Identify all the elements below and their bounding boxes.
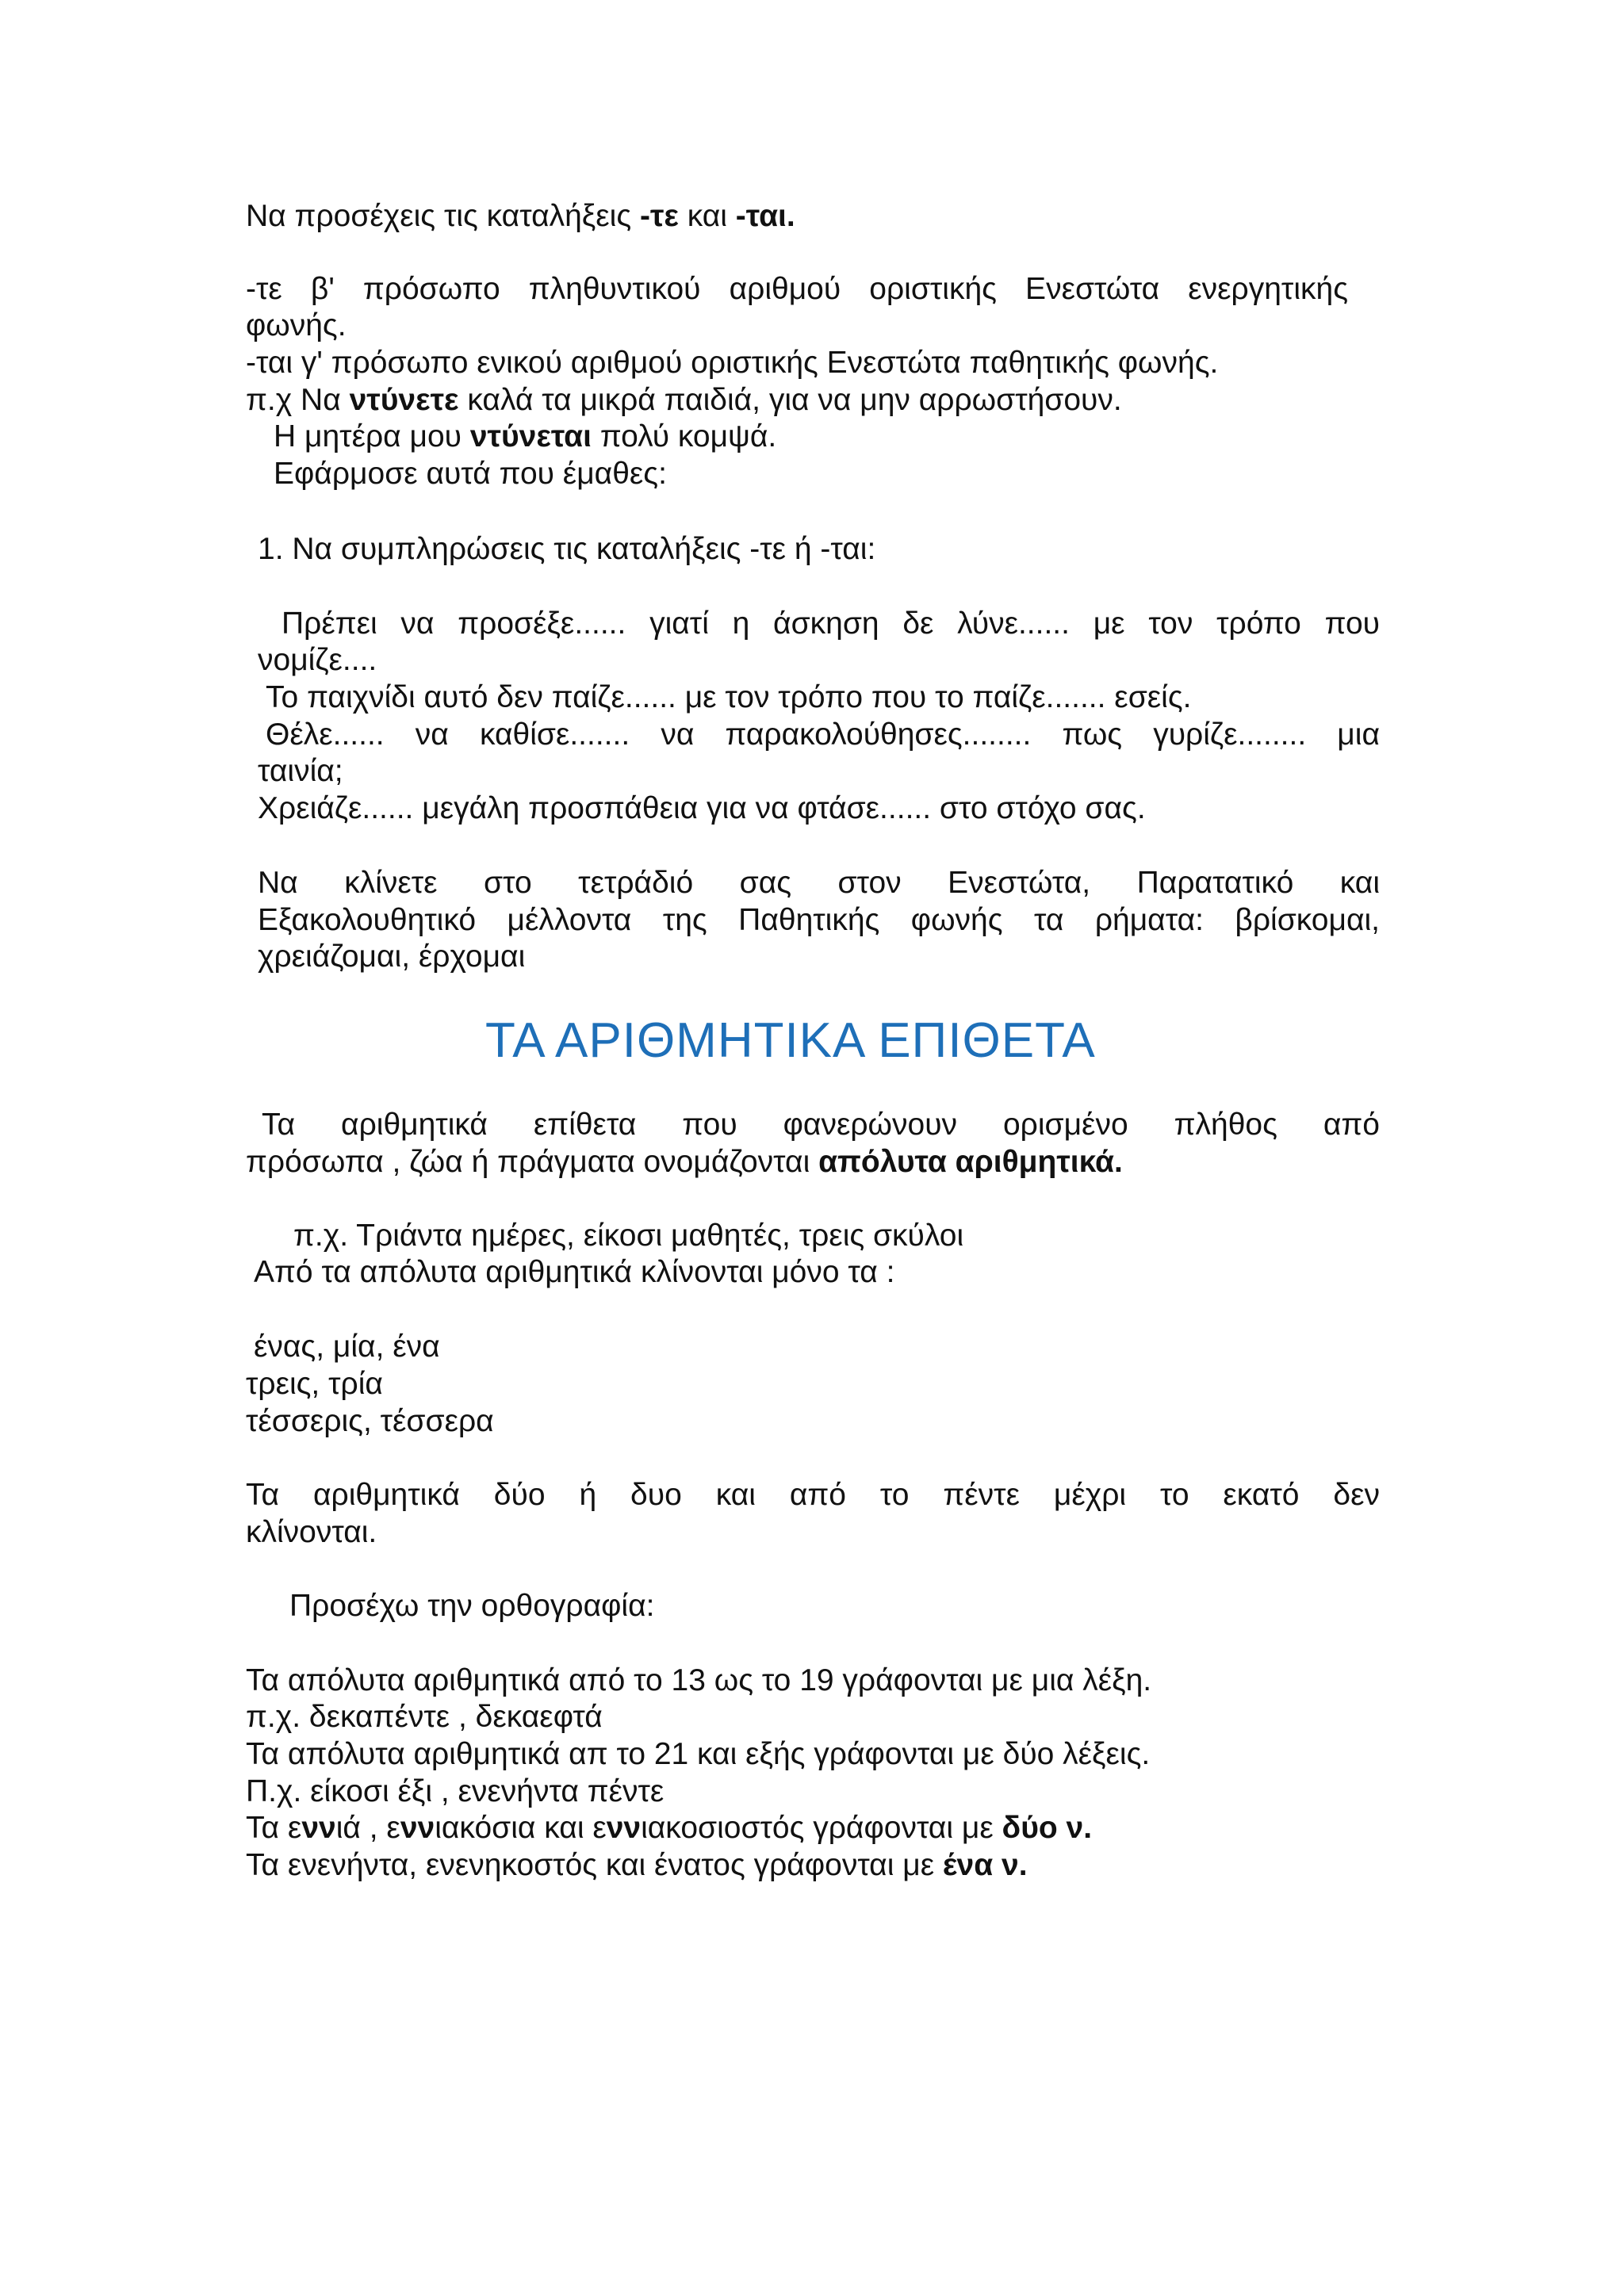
numerals-example: π.χ. Τριάντα ημέρες, είκοσι μαθητές, τρεις σκύλοι	[293, 1219, 964, 1253]
rule-tai-line: -ται γ' πρόσωπο ενικού αριθμού οριστικής Ενεστώτα παθητικής φωνής.	[246, 346, 1219, 380]
double-n-text: ιακόσια και ε	[435, 1811, 607, 1845]
indeclinable-line: Τα αριθμητικά δύο ή δυο και από το πέντε μέχρι το εκατό δεν	[246, 1478, 1380, 1512]
numerals-definition-line	[246, 1144, 1123, 1181]
double-n-letters: νν	[400, 1811, 435, 1845]
single-n-emphasis: ένα ν.	[942, 1848, 1028, 1882]
ending-te: -τε	[639, 199, 679, 233]
declined-intro: Από τα απόλυτα αριθμητικά κλίνονται μόνο τα :	[254, 1255, 895, 1289]
exercise-line: Το παιχνίδι αυτό δεν παίζε...... με τον τρόπο που το παίζε....... εσείς.	[266, 680, 1192, 714]
apply-instruction: Εφάρμοσε αυτά που έμαθες:	[274, 457, 667, 491]
declined-list-item: τρεις, τρία	[246, 1367, 383, 1401]
double-n-text: Τα ε	[246, 1811, 302, 1845]
double-n-text: ιά , ε	[335, 1811, 400, 1845]
example-1-verb: ντύνετε	[349, 383, 459, 417]
exercise-line: νομίζε....	[258, 643, 377, 677]
example-1-pre: π.χ Να	[246, 383, 350, 417]
absolute-numerals-term: απόλυτα αριθμητικά.	[818, 1145, 1123, 1179]
declined-list-item: ένας, μία, ένα	[254, 1330, 440, 1364]
ending-tai: -ται.	[735, 199, 795, 233]
example-line-2	[274, 419, 776, 455]
declined-list-item: τέσσερις, τέσσερα	[246, 1404, 494, 1438]
example-2-post: πολύ κομψά.	[591, 419, 777, 453]
example-1-post: καλά τα μικρά παιδιά, για να μην αρρωστήσουν.	[458, 383, 1122, 417]
rule-te-line-cont: φωνής.	[246, 308, 347, 342]
double-n-rule	[246, 1810, 1092, 1846]
rule-te-line: -τε β' πρόσωπο πληθυντικού αριθμού οριστικής Ενεστώτα ενεργητικής	[246, 272, 1348, 306]
indeclinable-line: κλίνονται.	[246, 1515, 377, 1549]
numerals-definition-line: Τα αριθμητικά επίθετα που φανερώνουν ορισμένο πλήθος από	[262, 1108, 1380, 1142]
exercise-line: Πρέπει να προσέξε...... γιατί η άσκηση δε λύνε...... με τον τρόπο που	[282, 607, 1380, 641]
example-2-pre: Η μητέρα μου	[274, 419, 470, 453]
conjugate-line: χρειάζομαι, έρχομαι	[258, 939, 526, 974]
single-n-text: Τα ενενήντα, ενενηκοστός και ένατος γράφονται με	[246, 1848, 943, 1882]
double-n-letters: νν	[301, 1811, 336, 1845]
spelling-line: π.χ. δεκαπέντε , δεκαεφτά	[246, 1700, 603, 1734]
example-line-1	[246, 382, 1122, 419]
spelling-line: Τα απόλυτα αριθμητικά από το 13 ως το 19 γράφονται με μια λέξη.	[246, 1663, 1152, 1697]
conjugate-line: Εξακολουθητικό μέλλοντα της Παθητικής φωνής τα ρήματα: βρίσκομαι,	[258, 903, 1380, 937]
rule-conjunction: και	[678, 199, 736, 233]
exercise-line: Θέλε...... να καθίσε....... να παρακολούθησες........ πως γυρίζε........ μια	[266, 718, 1380, 752]
section-title: ΤΑ ΑΡΙΘΜΗΤΙΚΑ ΕΠΙΘΕΤΑ	[485, 1013, 1096, 1068]
example-2-verb: ντύνεται	[469, 419, 592, 453]
single-n-rule	[246, 1847, 1028, 1884]
conjugate-line: Να κλίνετε στο τετράδιό σας στον Ενεστώτα, Παρατατικό και	[258, 866, 1380, 900]
spelling-heading: Προσέχω την ορθογραφία:	[289, 1589, 655, 1623]
exercise-line: Χρειάζε...... μεγάλη προσπάθεια για να φτάσε...... στο στόχο σας.	[258, 791, 1146, 825]
double-n-text: ιακοσιοστός γράφονται με	[641, 1811, 1002, 1845]
exercise-line: ταινία;	[258, 754, 343, 788]
double-n-letters: νν	[606, 1811, 642, 1845]
exercise-heading: 1. Να συμπληρώσεις τις καταλήξεις -τε ή -ται:	[258, 532, 876, 566]
numerals-definition-text: πρόσωπα , ζώα ή πράγματα ονομάζονται	[246, 1145, 819, 1179]
rule-intro-text: Να προσέχεις τις καταλήξεις	[246, 199, 640, 233]
spelling-line: Π.χ. είκοσι έξι , ενενήντα πέντε	[246, 1774, 665, 1808]
spelling-line: Τα απόλυτα αριθμητικά απ το 21 και εξής γράφονται με δύο λέξεις.	[246, 1737, 1151, 1771]
rule-intro-line	[246, 198, 795, 235]
double-n-emphasis: δύο ν.	[1002, 1811, 1093, 1845]
